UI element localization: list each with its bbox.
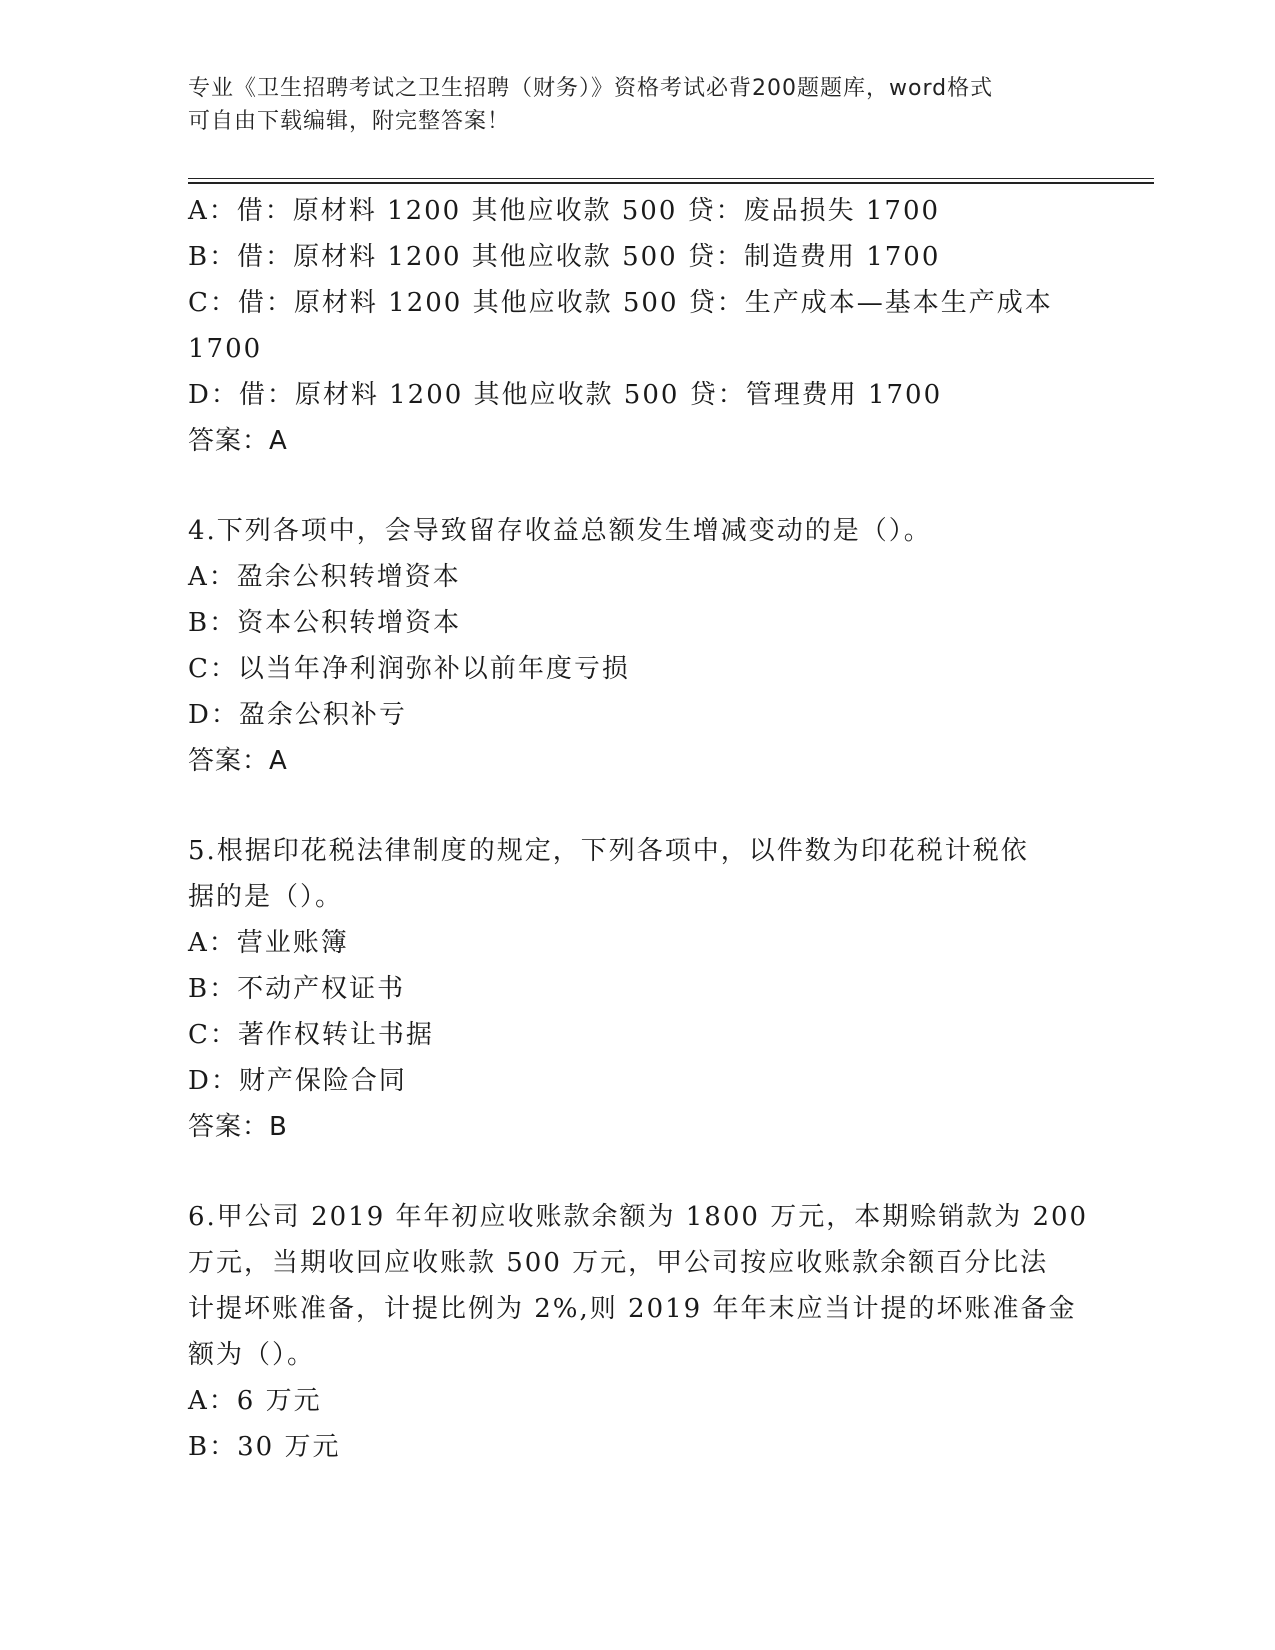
question-5-block: [188, 828, 1088, 1150]
header-divider-thick: [188, 182, 1154, 184]
q4-option-b: B：资本公积转增资本: [188, 608, 462, 638]
q3-answer: 答案：A: [188, 426, 288, 456]
question-4-block: [188, 508, 1088, 784]
header-divider-thin: [188, 178, 1154, 179]
spacer: [188, 464, 1088, 508]
q5-option-a: A：营业账簿: [188, 928, 349, 958]
q5-option-b: B：不动产权证书: [188, 974, 406, 1004]
q4-option-d: D：盈余公积补亏: [188, 700, 407, 730]
question-3-block: [188, 188, 1088, 464]
spacer: [188, 784, 1088, 828]
document-header: [188, 72, 1068, 138]
q5-stem-line-2: 据的是（）。: [188, 882, 344, 912]
q4-option-c: C：以当年净利润弥补以前年度亏损: [188, 654, 630, 684]
q6-stem-line-1: 6.甲公司 2019 年年初应收账款余额为 1800 万元，本期赊销款为 200: [188, 1202, 1089, 1232]
q5-option-c: C：著作权转让书据: [188, 1020, 434, 1050]
q3-option-c: C：借：原材料 1200 其他应收款 500 贷：生产成本—基本生产成本: [188, 288, 1053, 318]
q5-stem-line-1: 5.根据印花税法律制度的规定，下列各项中，以件数为印花税计税依: [188, 836, 1029, 866]
header-line-2: 可自由下载编辑，附完整答案！: [188, 109, 511, 134]
q4-stem: 4.下列各项中，会导致留存收益总额发生增减变动的是（）。: [188, 516, 932, 546]
header-line-1: 专业《卫生招聘考试之卫生招聘（财务）》资格考试必背200题题库，word格式: [188, 76, 994, 101]
q3-option-c-continued: 1700: [188, 334, 263, 364]
q4-option-a: A：盈余公积转增资本: [188, 562, 461, 592]
q4-answer: 答案：A: [188, 746, 288, 776]
q5-option-d: D：财产保险合同: [188, 1066, 407, 1096]
q6-option-b: B：30 万元: [188, 1432, 341, 1462]
q3-option-a: A：借：原材料 1200 其他应收款 500 贷：废品损失 1700: [188, 196, 941, 226]
q6-option-a: A：6 万元: [188, 1386, 322, 1416]
q3-option-d: D：借：原材料 1200 其他应收款 500 贷：管理费用 1700: [188, 380, 943, 410]
q3-option-b: B：借：原材料 1200 其他应收款 500 贷：制造费用 1700: [188, 242, 941, 272]
q5-answer: 答案：B: [188, 1112, 288, 1142]
spacer: [188, 1150, 1088, 1194]
question-content: [188, 188, 1088, 1470]
question-6-block: [188, 1194, 1088, 1470]
q6-stem-line-3: 计提坏账准备，计提比例为 2%,则 2019 年年末应当计提的坏账准备金: [188, 1294, 1077, 1324]
q6-stem-line-2: 万元，当期收回应收账款 500 万元，甲公司按应收账款余额百分比法: [188, 1248, 1049, 1278]
q6-stem-line-4: 额为（）。: [188, 1340, 316, 1370]
